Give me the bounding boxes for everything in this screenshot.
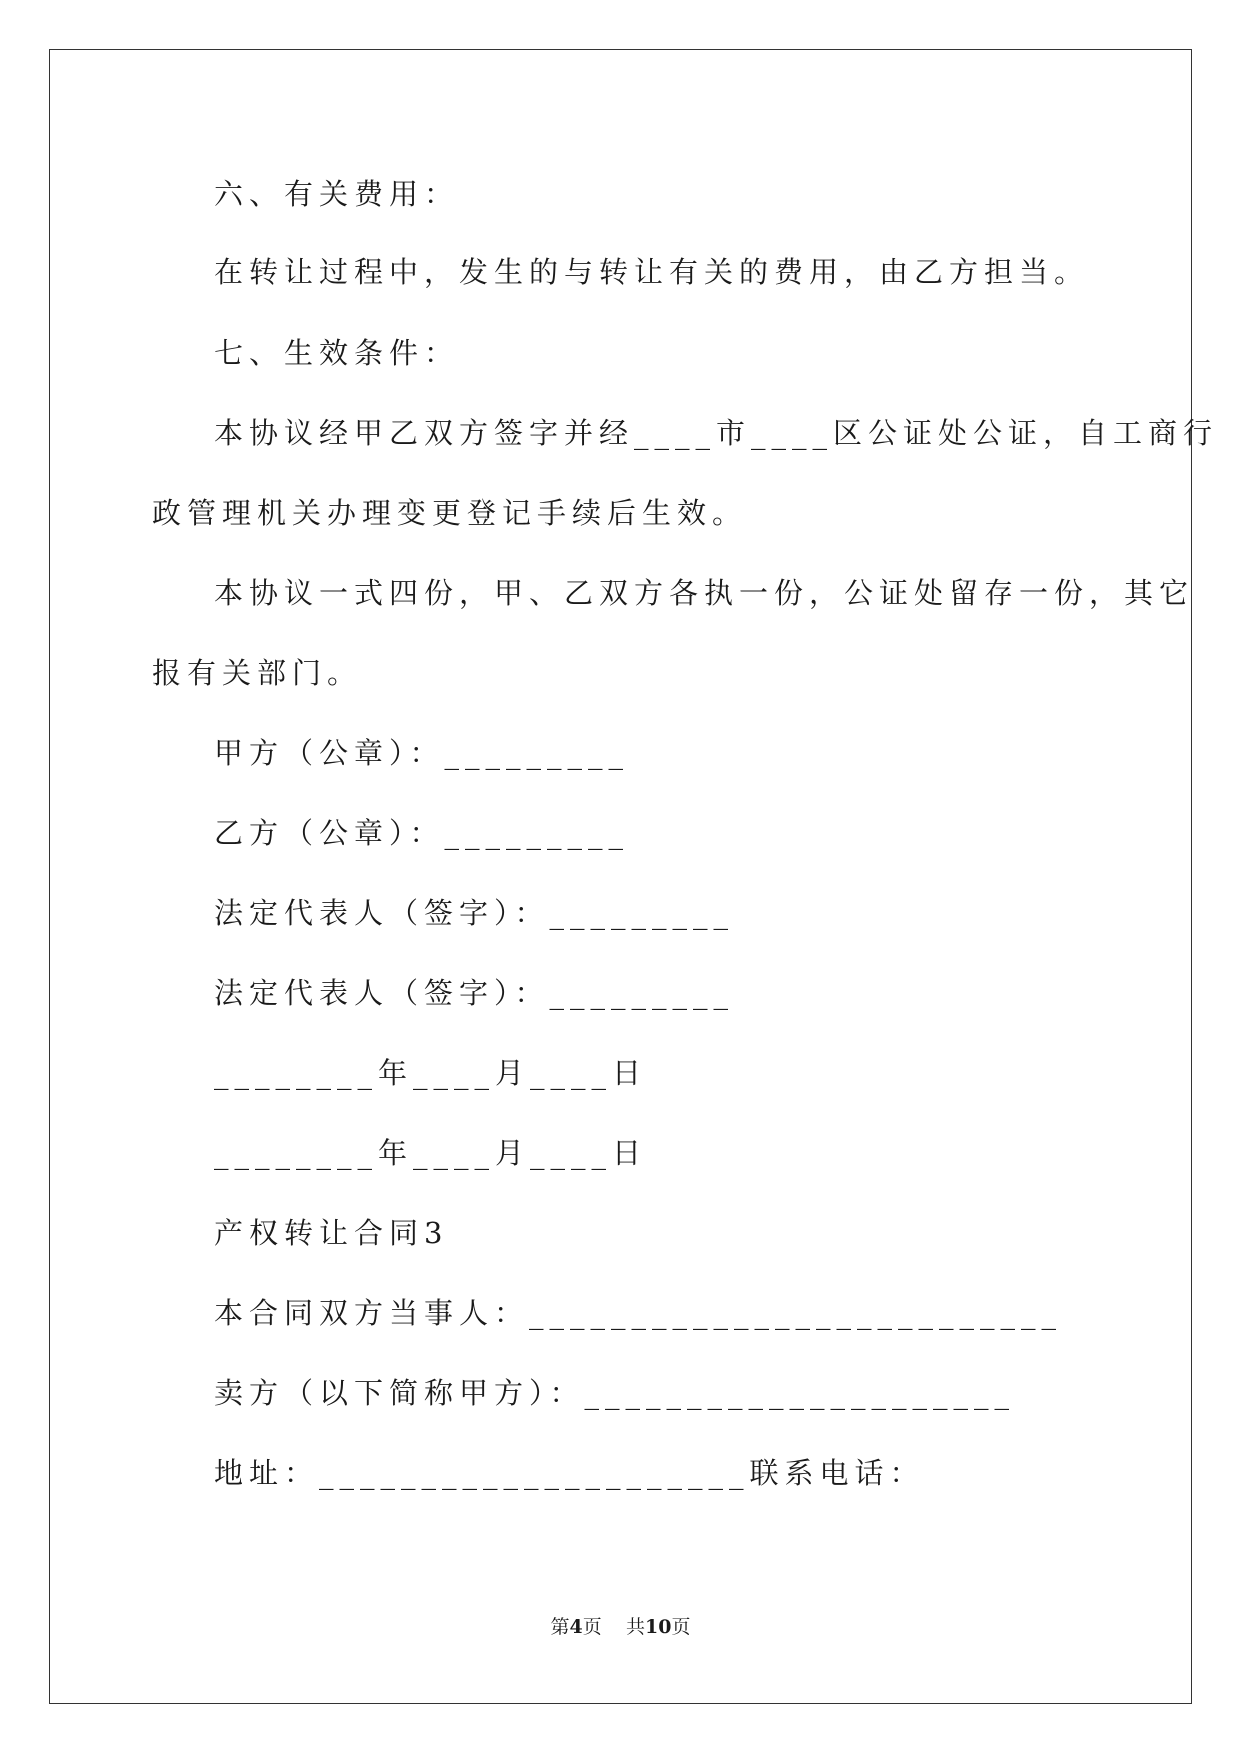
- address-phone-line: 地址：_____________________联系电话：: [214, 1456, 925, 1490]
- copies-clause-line2: 报有关部门。: [152, 656, 363, 690]
- footer-page-suffix: 页: [582, 1616, 602, 1638]
- contract-3-title: 产权转让合同3: [214, 1216, 449, 1250]
- copies-clause-line1: 本协议一式四份，甲、乙双方各执一份，公证处留存一份，其它: [214, 576, 1195, 610]
- date-line-b: ________年____月____日: [214, 1136, 648, 1170]
- date-line-a: ________年____月____日: [214, 1056, 648, 1090]
- footer-total-suffix: 页: [671, 1616, 691, 1638]
- section-6-body: 在转让过程中，发生的与转让有关的费用，由乙方担当。: [214, 255, 1090, 289]
- legal-rep-sign-line-a: 法定代表人（签字）：_________: [214, 896, 735, 930]
- party-b-seal-line: 乙方（公章）：_________: [214, 816, 630, 850]
- parties-line: 本合同双方当事人：__________________________: [214, 1296, 1063, 1330]
- footer-page-prefix: 第: [550, 1616, 570, 1638]
- footer-total-prefix: 共: [625, 1616, 645, 1638]
- seller-line: 卖方（以下简称甲方）：_____________________: [214, 1376, 1016, 1410]
- section-7-body-line2: 政管理机关办理变更登记手续后生效。: [152, 496, 748, 530]
- section-7-heading: 七、生效条件：: [214, 336, 460, 370]
- section-6-heading: 六、有关费用：: [214, 177, 460, 211]
- party-a-seal-line: 甲方（公章）：_________: [214, 736, 630, 770]
- legal-rep-sign-line-b: 法定代表人（签字）：_________: [214, 976, 735, 1010]
- footer-page-number: 4: [569, 1616, 583, 1638]
- section-7-body-line1: 本协议经甲乙双方签字并经____市____区公证处公证，自工商行: [214, 416, 1219, 450]
- footer-total-number: 10: [644, 1616, 672, 1638]
- page-footer: [0, 1612, 1241, 1639]
